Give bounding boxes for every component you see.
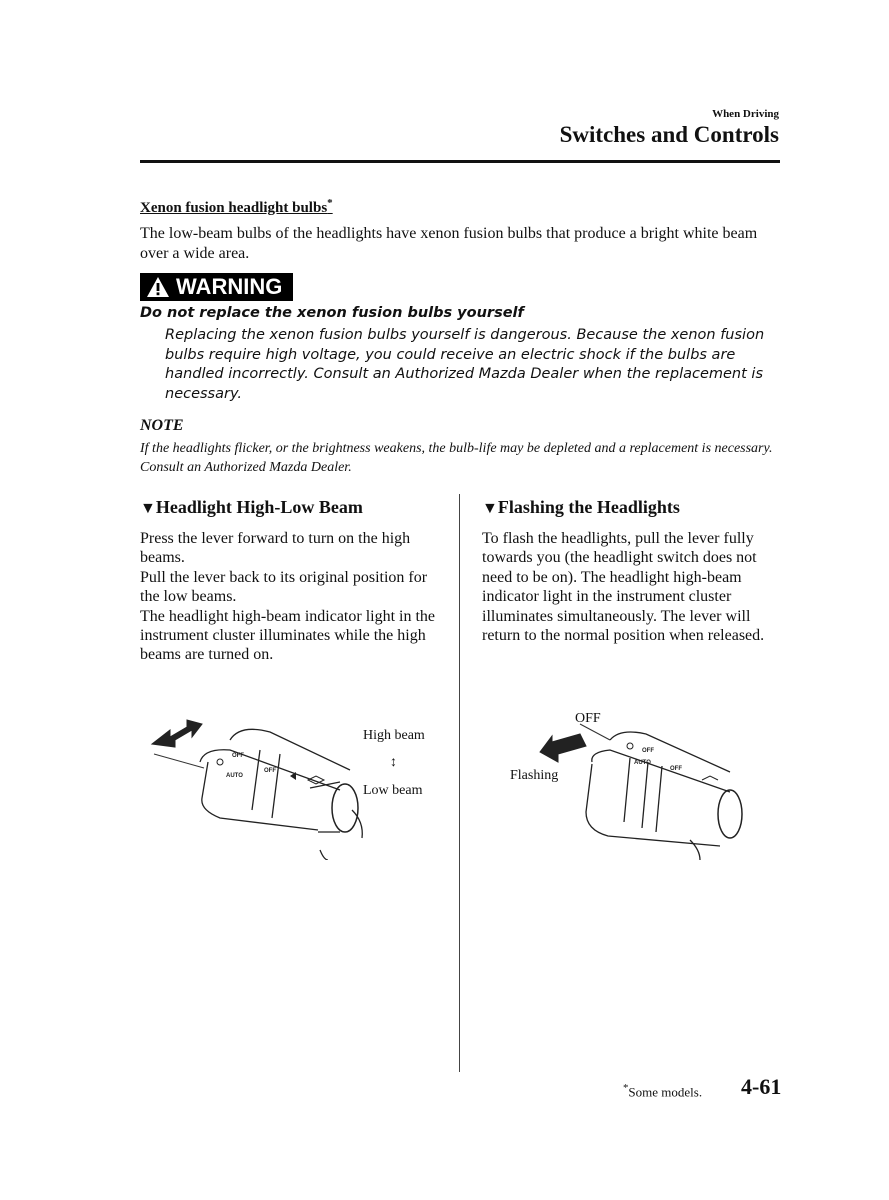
high-beam-label: High beam (363, 728, 425, 743)
flashing-text (482, 529, 782, 645)
footnote (623, 1082, 702, 1100)
warning-body: Replacing the xenon fusion bulbs yourself is dangerous. Because the xenon fusion bulbs require high voltage, you could receive an electric shock if the bulbs are handled incorrectly. Consult an Authorized Mazda Dealer when the replacement is necessary. (165, 327, 765, 402)
switch-mark-auto: AUTO (634, 760, 651, 766)
high-low-beam-text (140, 529, 445, 665)
double-arrow-icon (152, 720, 204, 768)
footnote-text: Some models. (628, 1084, 703, 1100)
switch-mark-off-2: OFF (670, 766, 682, 772)
flashing-heading (482, 497, 680, 518)
note-heading: NOTE (140, 417, 184, 434)
xenon-paragraph: The low-beam bulbs of the headlights have xenon fusion bulbs that produce a bright white beam over a wide area. (140, 225, 758, 262)
switch-mark-auto: AUTO (226, 773, 243, 779)
flashing-heading-text: Flashing the Headlights (497, 497, 680, 517)
paragraph: The headlight high-beam indicator light in the instrument cluster illuminates while the high beams are turned on. (140, 607, 436, 664)
footnote-mark: * (623, 1082, 629, 1094)
warning-badge (140, 273, 293, 301)
up-down-arrow-icon: ↕ (390, 755, 397, 770)
section-marker-icon: ▼ (482, 500, 498, 517)
switch-mark-off: OFF (642, 748, 654, 754)
turn-signal-symbol-icon (702, 776, 718, 780)
page-title: Switches and Controls (559, 122, 779, 147)
low-beam-label: Low beam (363, 783, 423, 798)
off-label: OFF (575, 711, 601, 726)
headlight-symbol-icon (627, 743, 633, 749)
page-number: 4-61 (741, 1074, 782, 1099)
warning-badge-label: WARNING (176, 274, 283, 299)
flashing-figure (530, 722, 760, 862)
warning-triangle-icon (146, 276, 170, 298)
some-models-mark: * (327, 197, 333, 209)
xenon-heading-text: Xenon fusion headlight bulbs (140, 200, 328, 216)
high-low-beam-figure (140, 710, 380, 860)
switch-mark-off: OFF (232, 753, 244, 759)
paragraph: Pull the lever back to its original position for the low beams. (140, 568, 428, 606)
header-rule (140, 160, 780, 163)
warning-heading: Do not replace the xenon fusion bulbs yourself (140, 305, 524, 321)
pull-arrow-icon (540, 724, 610, 762)
paragraph: To flash the headlights, pull the lever fully towards you (the headlight switch does not need to be on). The headlight high-beam indicator light in the instrument cluster illuminates simultaneously. The lever will return to the normal position when released. (482, 530, 765, 645)
column-divider (459, 494, 460, 1072)
section-marker-icon: ▼ (140, 500, 156, 517)
headlight-symbol-icon (217, 759, 223, 765)
paragraph: Press the lever forward to turn on the high beams. (140, 530, 411, 567)
lever-illustration (586, 732, 742, 860)
high-low-beam-heading (140, 497, 363, 518)
section-name: When Driving (712, 108, 779, 120)
note-body: If the headlights flicker, or the brightness weakens, the bulb-life may be depleted and a replacement is necessary. Consult an Authorized Mazda Dealer. (140, 441, 773, 475)
flashing-label: Flashing (510, 768, 559, 783)
switch-mark-off-2: OFF (264, 768, 276, 774)
xenon-heading (140, 197, 333, 217)
high-low-beam-heading-text: Headlight High-Low Beam (155, 497, 363, 517)
lever-illustration (200, 729, 362, 860)
